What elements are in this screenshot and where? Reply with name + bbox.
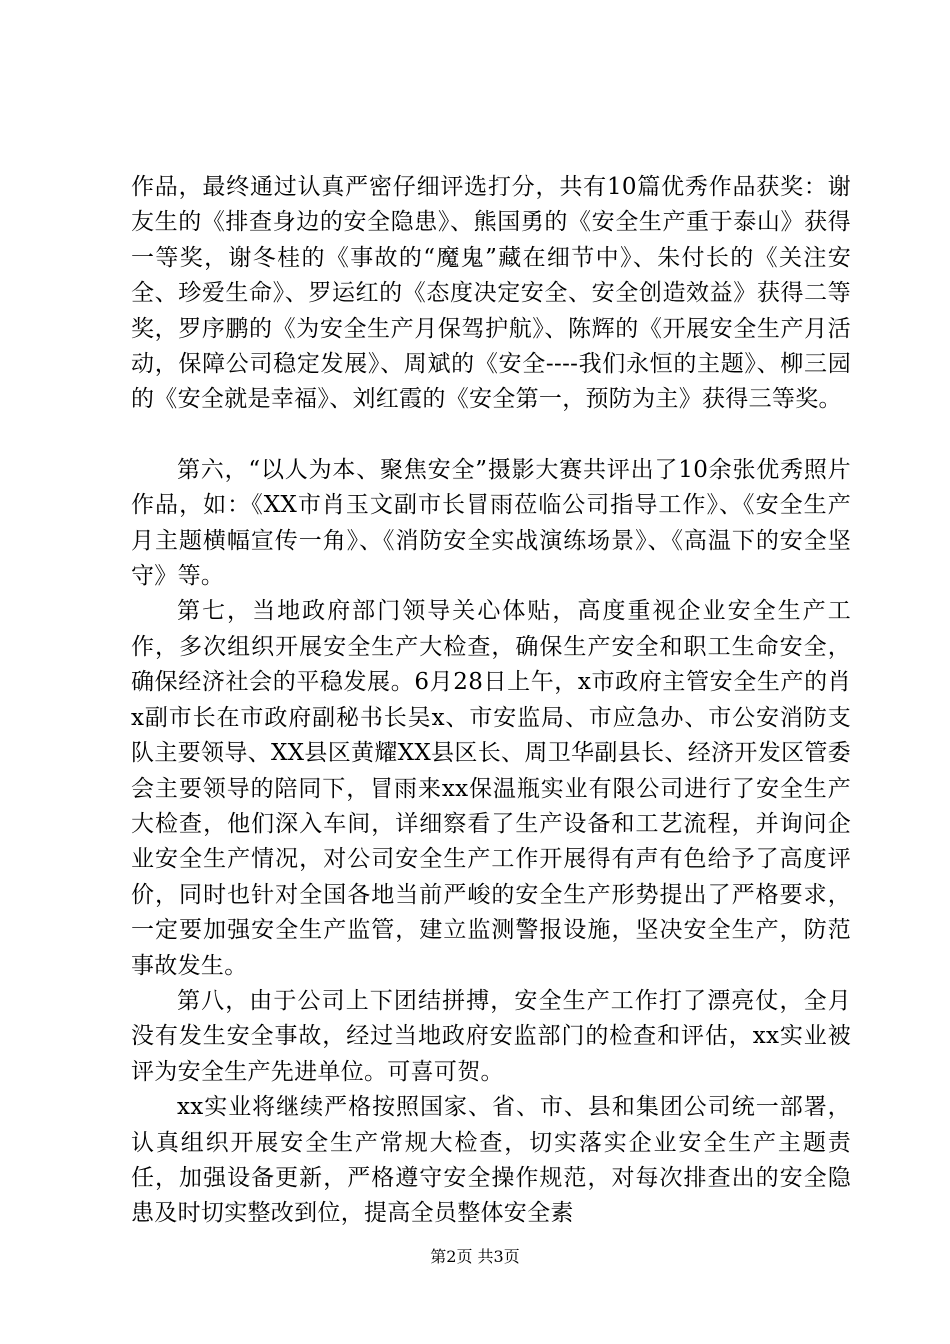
page-number-footer: 第2页 共3页 bbox=[430, 1247, 520, 1266]
document-body bbox=[131, 170, 851, 1232]
paragraph-seventh: 第七，当地政府部门领导关心体贴，高度重视企业安全生产工作，多次组织开展安全生产大检查，确保生产安全和职工生命安全，确保经济社会的平稳发展。6月28日上午，x市政府主管安全生产的肖x副市长在市政府副秘书长吴x、市安监局、市应急办、市公安消防支队主要领导、XX县区黄耀XX县区长、周卫华副县长、经济开发区管委会主要领导的陪同下，冒雨来xx保温瓶实业有限公司进行了安全生产大检查，他们深入车间，详细察看了生产设备和工艺流程，并询问企业安全生产情况，对公司安全生产工作开展得有声有色给予了高度评价，同时也针对全国各地当前严峻的安全生产形势提出了严格要求，一定要加强安全生产监管，建立监测警报设施，坚决安全生产，防范事故发生。 bbox=[131, 598, 851, 979]
paragraph-eighth: 第八，由于公司上下团结拼搏，安全生产工作打了漂亮仗，全月没有发生安全事故，经过当地政府安监部门的检查和评估，xx实业被评为安全生产先进单位。可喜可贺。 bbox=[131, 987, 851, 1085]
paragraph-conclusion: xx实业将继续严格按照国家、省、市、县和集团公司统一部署，认真组织开展安全生产常规大检查，切实落实企业安全生产主题责任，加强设备更新，严格遵守安全操作规范，对每次排查出的安全隐患及时切实整改到位，提高全员整体安全素 bbox=[131, 1094, 851, 1227]
paragraph-sixth: 第六，“以人为本、聚焦安全”摄影大赛共评出了10余张优秀照片作品，如：《XX市肖玉文副市长冒雨莅临公司指导工作》、《安全生产月主题横幅宣传一角》、《消防安全实战演练场景》、《高温下的安全坚守》等。 bbox=[131, 456, 851, 590]
paragraph-awards: 作品，最终通过认真严密仔细评选打分，共有10篇优秀作品获奖：谢友生的《排查身边的安全隐患》、熊国勇的《安全生产重于泰山》获得一等奖，谢冬桂的《事故的“魔鬼”藏在细节中》、朱付长的《关注安全、珍爱生命》、罗运红的《态度决定安全、安全创造效益》获得二等奖，罗序鹏的《为安全生产月保驾护航》、陈辉的《开展安全生产月活动，保障公司稳定发展》、周斌的《安全----我们永恒的主题》、柳三园的《安全就是幸福》、刘红霞的《安全第一，预防为主》获得三等奖。 bbox=[131, 174, 851, 413]
